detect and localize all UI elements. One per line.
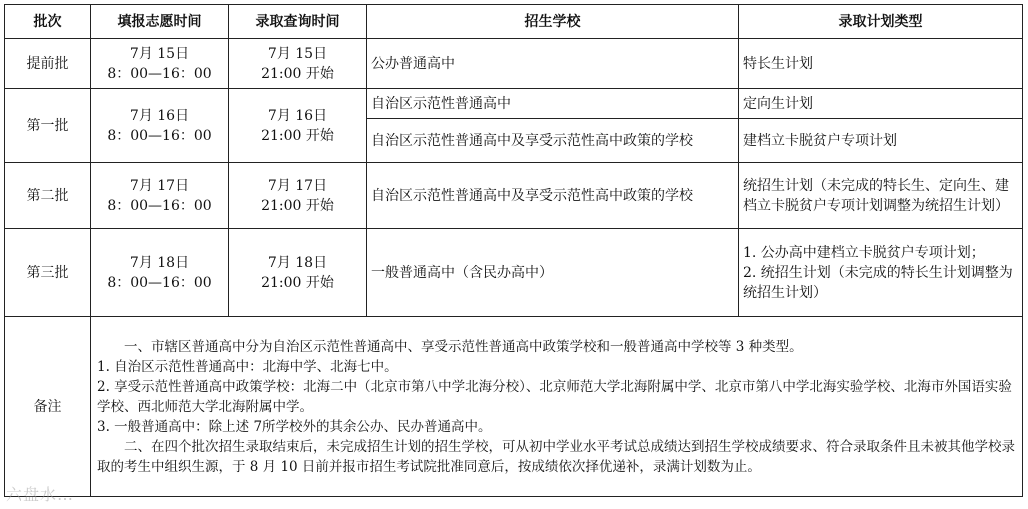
plan-cell: 特长生计划 bbox=[739, 39, 1023, 89]
fill-date: 7月 15日 bbox=[129, 45, 190, 62]
plan-cell: 定向生计划 bbox=[739, 89, 1023, 119]
header-school: 招生学校 bbox=[367, 5, 739, 39]
school-cell: 一般普通高中（含民办高中） bbox=[367, 229, 739, 317]
batch-cell: 第一批 bbox=[5, 89, 91, 163]
header-fill-time: 填报志愿时间 bbox=[91, 5, 229, 39]
query-time-cell bbox=[229, 229, 367, 317]
header-batch: 批次 bbox=[5, 5, 91, 39]
school-cell: 公办普通高中 bbox=[367, 39, 739, 89]
school-cell: 自治区示范性普通高中 bbox=[367, 89, 739, 119]
plan-item: 2. 统招生计划（未完成的特长生计划调整为统招生计划） bbox=[743, 264, 1013, 301]
school-cell: 自治区示范性普通高中及享受示范性高中政策的学校 bbox=[367, 119, 739, 163]
header-plan-type: 录取计划类型 bbox=[739, 5, 1023, 39]
note-line: 3. 一般普通高中：除上述 7所学校外的其余公办、民办普通高中。 bbox=[97, 418, 492, 435]
query-date: 7月 15日 bbox=[267, 45, 328, 62]
fill-date: 7月 17日 bbox=[129, 177, 190, 194]
table-row bbox=[5, 163, 1023, 229]
batch-cell: 提前批 bbox=[5, 39, 91, 89]
note-line: 1. 自治区示范性普通高中：北海中学、北海七中。 bbox=[97, 358, 398, 375]
query-date: 7月 17日 bbox=[267, 177, 328, 194]
school-cell: 自治区示范性普通高中及享受示范性高中政策的学校 bbox=[367, 163, 739, 229]
query-time-cell bbox=[229, 39, 367, 89]
query-time: 21:00 开始 bbox=[261, 65, 334, 82]
fill-time: 8：00—16：00 bbox=[107, 65, 212, 82]
admission-schedule-table bbox=[4, 4, 1023, 497]
plan-cell: 建档立卡脱贫户专项计划 bbox=[739, 119, 1023, 163]
table-row bbox=[5, 39, 1023, 89]
note-line: 一、市辖区普通高中分为自治区示范性普通高中、享受示范性普通高中政策学校和一般普通高中学校等 3 种类型。 bbox=[124, 338, 803, 355]
query-time: 21:00 开始 bbox=[261, 197, 334, 214]
query-time: 21:00 开始 bbox=[261, 274, 334, 291]
fill-time: 8：00—16：00 bbox=[107, 197, 212, 214]
fill-date: 7月 16日 bbox=[129, 107, 190, 124]
fill-time-cell bbox=[91, 39, 229, 89]
watermark: 六盘水… bbox=[6, 485, 75, 504]
batch-cell: 第三批 bbox=[5, 229, 91, 317]
plan-item: 1. 公办高中建档立卡脱贫户专项计划； bbox=[743, 244, 985, 261]
header-row bbox=[5, 5, 1023, 39]
table-row bbox=[5, 89, 1023, 119]
fill-date: 7月 18日 bbox=[129, 254, 190, 271]
notes-row bbox=[5, 317, 1023, 497]
fill-time-cell bbox=[91, 89, 229, 163]
plan-cell: 统招生计划（未完成的特长生、定向生、建档立卡脱贫户专项计划调整为统招生计划） bbox=[739, 163, 1023, 229]
query-date: 7月 16日 bbox=[267, 107, 328, 124]
fill-time-cell bbox=[91, 163, 229, 229]
notes-content bbox=[91, 317, 1023, 497]
header-query-time: 录取查询时间 bbox=[229, 5, 367, 39]
fill-time: 8：00—16：00 bbox=[107, 127, 212, 144]
fill-time-cell bbox=[91, 229, 229, 317]
fill-time: 8：00—16：00 bbox=[107, 274, 212, 291]
table-row bbox=[5, 229, 1023, 317]
notes-label: 备注 bbox=[5, 317, 91, 497]
query-date: 7月 18日 bbox=[267, 254, 328, 271]
query-time-cell bbox=[229, 163, 367, 229]
note-line: 二、在四个批次招生录取结束后，未完成招生计划的招生学校，可从初中学业水平考试总成绩达到招生学校成绩要求、符合录取条件且未被其他学校录取的考生中组织生源，于 8 月 10 日前并报市招生考试院批准同意后，按成绩依次择优递补，录满计划数为止。 bbox=[97, 438, 1015, 475]
batch-cell: 第二批 bbox=[5, 163, 91, 229]
note-line: 2. 享受示范性普通高中政策学校：北海二中（北京市第八中学北海分校）、北京师范大学北海附属中学、北京市第八中学北海实验学校、北海市外国语实验学校、西北师范大学北海附属中学。 bbox=[97, 378, 1012, 415]
query-time-cell bbox=[229, 89, 367, 163]
plan-cell bbox=[739, 229, 1023, 317]
query-time: 21:00 开始 bbox=[261, 127, 334, 144]
